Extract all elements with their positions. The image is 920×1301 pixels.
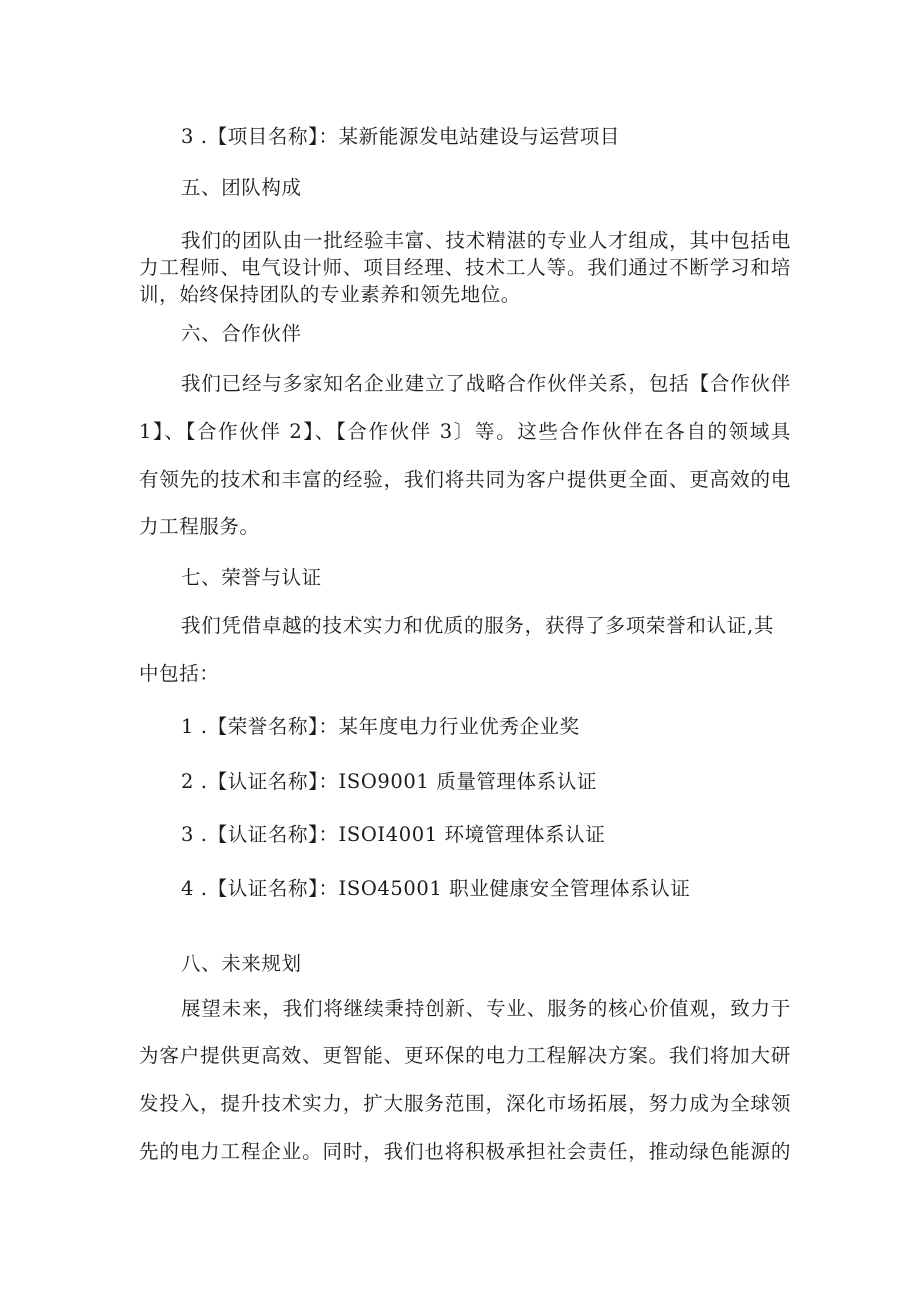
honor-item: 1 .【荣誉名称】：某年度电力行业优秀企业奖 — [181, 715, 580, 738]
future-paragraph-line: 先的电力工程企业。同时，我们也将积极承担社会责任，推动绿色能源的 — [139, 1140, 791, 1163]
honors-paragraph-line: 我们凭借卓越的技术实力和优质的服务，获得了多项荣誉和认证,其 — [181, 614, 774, 637]
honors-paragraph-line: 中包括： — [139, 662, 220, 685]
partners-paragraph-line: 1】、【合作伙伴 2】、【合作伙伴 3〕等。这些合作伙伴在各自的领域具 — [139, 420, 791, 443]
partners-paragraph-line: 我们已经与多家知名企业建立了战略合作伙伴关系，包括【合作伙伴 — [181, 372, 791, 395]
future-paragraph-line: 发投入，提升技术实力，扩大服务范围，深化市场拓展，努力成为全球领 — [139, 1092, 791, 1115]
future-paragraph-line: 为客户提供更高效、更智能、更环保的电力工程解决方案。我们将加大研 — [139, 1044, 791, 1067]
team-paragraph-line: 我们的团队由一批经验丰富、技术精湛的专业人才组成，其中包括电 — [181, 229, 791, 252]
partners-paragraph-line: 有领先的技术和丰富的经验，我们将共同为客户提供更全面、更高效的电 — [139, 468, 791, 491]
project-item-3: 3 .【项目名称】：某新能源发电站建设与运营项目 — [181, 125, 620, 148]
future-paragraph-line: 展望未来，我们将继续秉持创新、专业、服务的核心价值观，致力于 — [181, 997, 791, 1020]
section-heading-future: 八、未来规划 — [181, 952, 302, 975]
certification-item: 3 .【认证名称】：ISOI4001 环境管理体系认证 — [181, 823, 606, 846]
section-heading-team: 五、团队构成 — [181, 176, 302, 199]
certification-item: 4 .【认证名称】：ISO45001 职业健康安全管理体系认证 — [181, 877, 691, 900]
team-paragraph-line: 训，始终保持团队的专业素养和领先地位。 — [139, 283, 521, 306]
section-heading-partners: 六、合作伙伴 — [181, 322, 302, 345]
section-heading-honors: 七、荣誉与认证 — [181, 566, 322, 589]
certification-item: 2 .【认证名称】：ISO9001 质量管理体系认证 — [181, 770, 598, 793]
partners-paragraph-line: 力工程服务。 — [139, 515, 260, 538]
team-paragraph-line: 力工程师、电气设计师、项目经理、技术工人等。我们通过不断学习和培 — [139, 256, 791, 279]
